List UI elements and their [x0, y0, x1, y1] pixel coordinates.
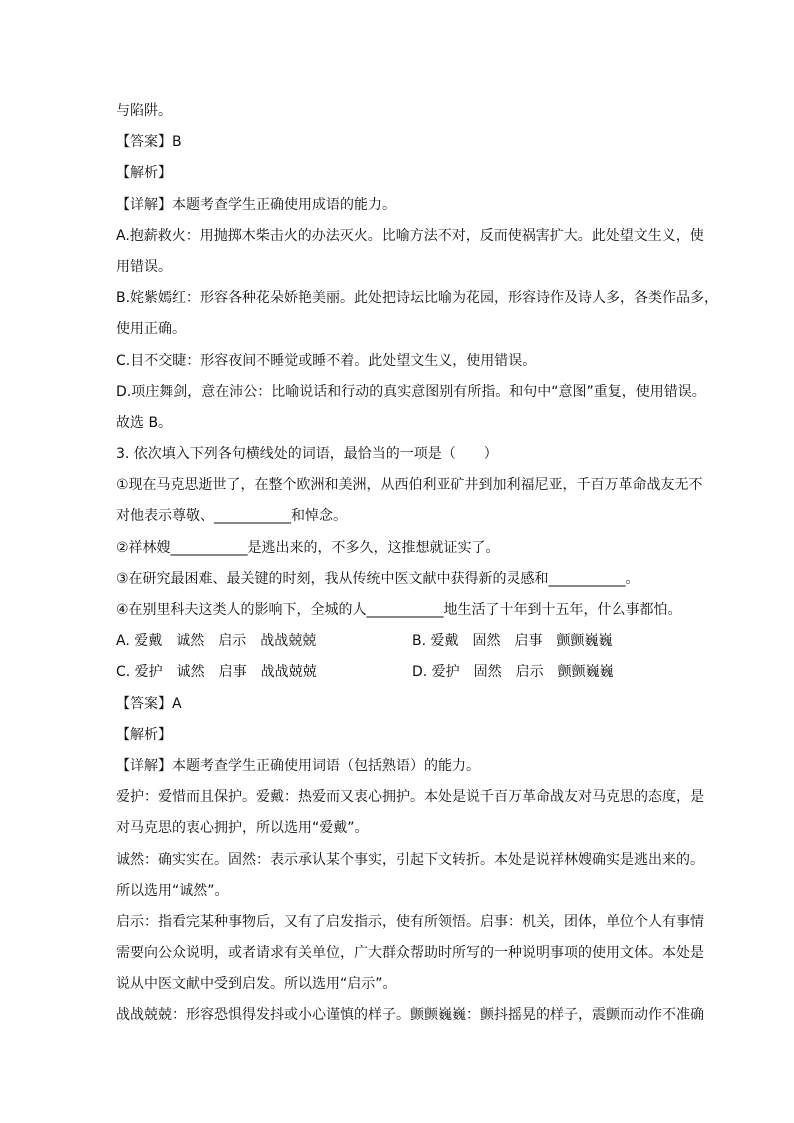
- detail-label: 【详解】本题考查学生正确使用成语的能力。: [116, 196, 396, 213]
- analysis-label: 【解析】: [116, 165, 172, 182]
- sentence-3: ③在研究最困难、最关键的时刻，我从传统中医文献中获得新的灵感和___________。: [116, 570, 640, 587]
- text-line: 所以选用“诚然”。: [116, 882, 229, 899]
- text-line: B.姹紫嫣红：形容各种花朵娇艳美丽。此处把诗坛比喻为花园，形容诗作及诗人多，各类作品多，: [116, 290, 719, 307]
- text-line: D.项庄舞剑，意在沛公：比喻说话和行动的真实意图别有所指。和句中“意图”重复，使用错误。: [116, 383, 706, 400]
- text-line: 诚然：确实实在。固然：表示承认某个事实，引起下文转折。本处是说祥林嫂确实是逃出来的。: [116, 851, 704, 868]
- question-stem: 3. 依次填入下列各句横线处的词语，最恰当的一项是（ ）: [116, 446, 498, 463]
- text-line: 用错误。: [116, 258, 172, 275]
- options-row: [116, 626, 708, 657]
- options-row: [116, 657, 708, 688]
- detail-label: 【详解】本题考查学生正确使用词语（包括熟语）的能力。: [116, 757, 480, 774]
- option-c: C. 爱护 诚然 启事 战战兢兢: [116, 664, 317, 681]
- text-line: 启示：指看完某种事物后，又有了启发指示，使有所领悟。启事：机关，团体，单位个人有事情: [116, 913, 704, 930]
- text-line: 爱护：爱惜而且保护。爱戴：热爱而又衷心拥护。本处是说千百万革命战友对马克思的态度，是: [116, 789, 704, 806]
- sentence-2: ②祥林嫂___________是逃出来的，不多久，这推想就证实了。: [116, 539, 500, 556]
- text-line: A.抱薪救火：用抛掷木柴击火的办法灭火。比喻方法不对，反而使祸害扩大。此处望文生义，使: [116, 227, 704, 244]
- text-line: 对马克思的衷心拥护，所以选用“爱戴”。: [116, 820, 369, 837]
- option-a: A. 爱戴 诚然 启示 战战兢兢: [116, 633, 317, 650]
- option-d: D. 爱护 固然 启示 颤颤巍巍: [412, 664, 614, 681]
- analysis-label: 【解析】: [116, 726, 172, 743]
- document-page: [116, 96, 719, 1032]
- sentence-1: ①现在马克思逝世了，在整个欧洲和美洲，从西伯利亚矿井到加利福尼亚，千百万革命战友无不: [116, 477, 703, 494]
- sentence-1-cont: 对他表示尊敬、___________和悼念。: [116, 508, 347, 525]
- answer-label: 【答案】B: [116, 134, 182, 151]
- text-line: 使用正确。: [116, 321, 186, 338]
- option-b: B. 爱戴 固然 启事 颤颤巍巍: [412, 633, 613, 650]
- text-line: 与陷阱。: [116, 103, 172, 119]
- text-line: C.目不交睫：形容夜间不睡觉或睡不着。此处望文生义，使用错误。: [116, 352, 537, 369]
- text-line: 故选 B。: [116, 414, 173, 431]
- answer-label: 【答案】A: [116, 695, 182, 712]
- sentence-4: ④在别里科夫这类人的影响下，全城的人___________地生活了十年到十五年，什么事都怕。: [116, 602, 682, 618]
- text-line: 需要向公众说明，或者请求有关单位，广大群众帮助时所写的一种说明事项的使用文体。本处是: [116, 945, 704, 962]
- text-line: 战战兢兢：形容恐惧得发抖或小心谨慎的样子。颤颤巍巍：颤抖摇晃的样子，震颤而动作不准确: [116, 1007, 704, 1024]
- text-line: 说从中医文献中受到启发。所以选用“启示”。: [116, 976, 397, 993]
